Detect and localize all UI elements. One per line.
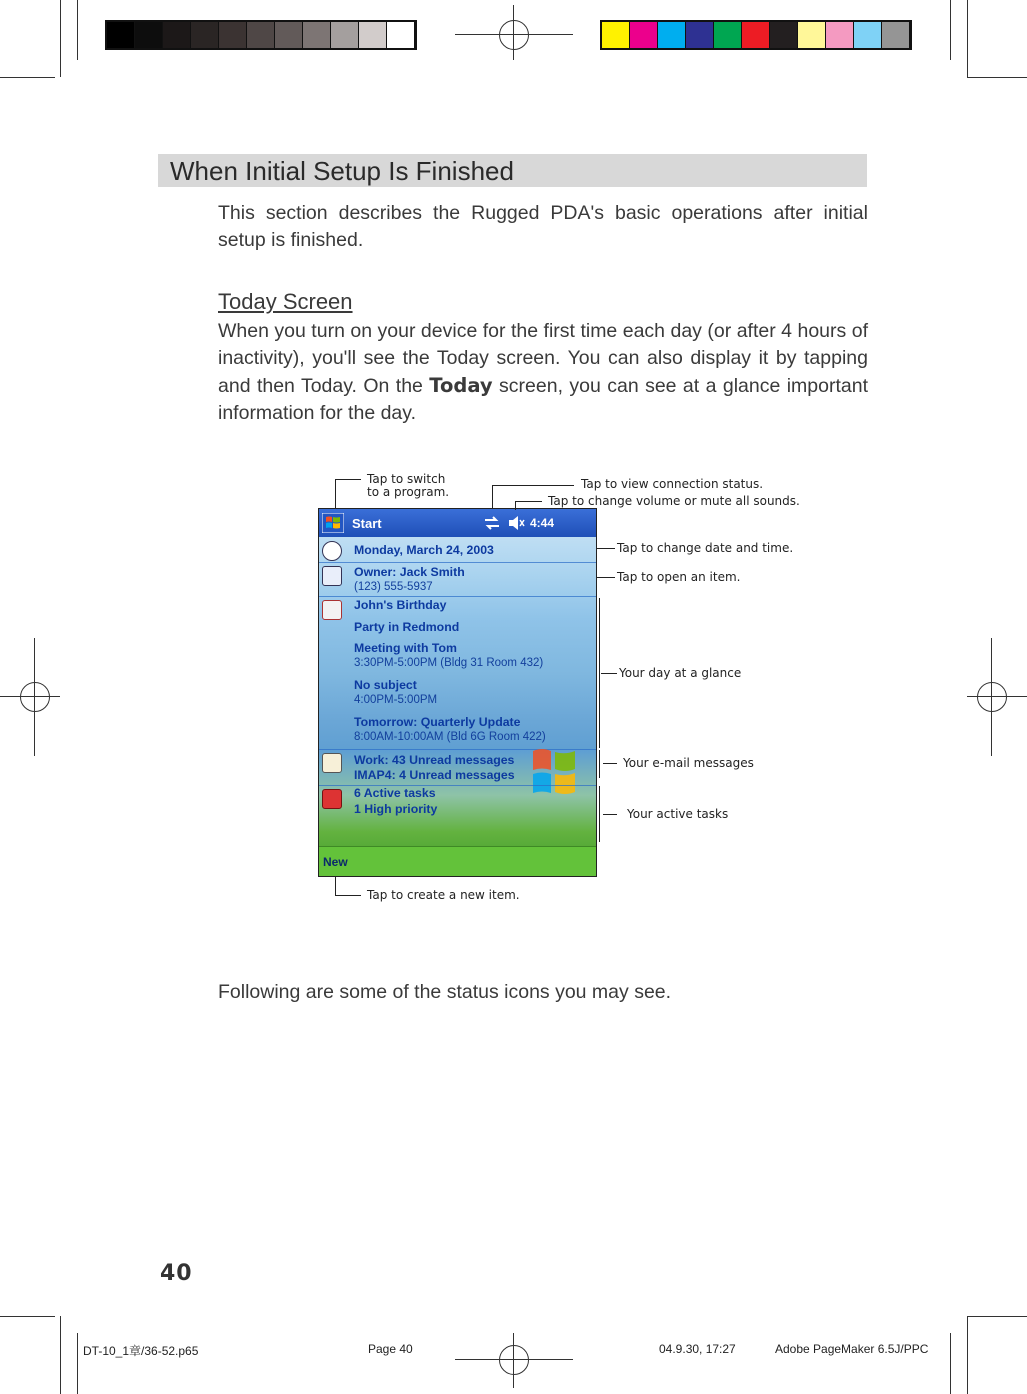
footer-page: Page 40 [368,1342,413,1356]
color-swatch-9 [854,22,882,48]
owner-card-icon[interactable] [322,566,342,586]
mail-item-2[interactable]: IMAP4: 4 Unread messages [354,768,515,782]
color-swatch-8 [826,22,854,48]
gray-swatch-7 [303,22,331,48]
gray-swatch-8 [331,22,359,48]
divider [319,596,596,597]
calendar-item-3-time: 3:30PM-5:00PM (Bldg 31 Room 432) [354,657,544,669]
new-button[interactable]: New [323,855,348,869]
footer-app: Adobe PageMaker 6.5J/PPC [775,1342,929,1356]
callout-switch-2: to a program. [367,485,450,499]
following-paragraph: Following are some of the status icons you may see. [218,981,672,1003]
windows-logo-icon [529,745,579,800]
today-screen-heading: Today Screen [218,289,353,314]
callout-connection: Tap to view connection status. [581,477,764,491]
color-swatch-5 [742,22,770,48]
today-screen-screenshot [318,508,597,877]
gray-swatch-9 [359,22,387,48]
gray-swatch-10 [387,22,415,48]
divider [319,562,596,563]
gray-color-bar [105,20,417,50]
start-bar[interactable] [319,509,596,537]
start-label[interactable]: Start [352,516,382,531]
callout-glance: Your day at a glance [619,666,742,680]
gray-swatch-2 [163,22,191,48]
calendar-item-3[interactable]: Meeting with Tom [354,641,457,655]
color-swatch-1 [630,22,658,48]
owner-item[interactable]: Owner: Jack Smith [354,565,465,579]
color-swatch-2 [658,22,686,48]
today-bold: Today [429,374,493,397]
section-title: When Initial Setup Is Finished [170,156,514,186]
today-para-before: When you turn on your device for the first time each day (or after 4 hours of inactivity), you'll see the Today screen. You can also display it by tapping and then Today. On the [218,320,868,397]
footer-date: 04.9.30, 17:27 [659,1342,736,1356]
calendar-icon[interactable] [322,600,342,620]
tasks-item-2[interactable]: 1 High priority [354,802,438,816]
footer-file: DT-10_1章/36-52.p65 [83,1344,199,1358]
callout-tasks: Your active tasks [627,807,729,821]
color-swatch-7 [798,22,826,48]
gray-swatch-1 [135,22,163,48]
calendar-item-2[interactable]: Party in Redmond [354,620,460,634]
callout-email: Your e-mail messages [623,756,754,770]
color-swatch-4 [714,22,742,48]
today-paragraph [218,318,868,427]
connection-icon[interactable] [483,515,501,531]
page-number: 40 [160,1261,193,1286]
cmyk-color-bar [600,20,912,50]
color-swatch-6 [770,22,798,48]
mail-item-1[interactable]: Work: 43 Unread messages [354,753,515,767]
color-swatch-0 [602,22,630,48]
windows-flag-icon[interactable] [322,513,344,533]
callout-create: Tap to create a new item. [367,888,520,902]
calendar-item-5-time: 8:00AM-10:00AM (Bld 6G Room 422) [354,731,546,743]
tasks-item-1[interactable]: 6 Active tasks [354,786,436,800]
gray-swatch-4 [219,22,247,48]
callout-volume: Tap to change volume or mute all sounds. [548,494,800,508]
callout-date: Tap to change date and time. [617,541,794,555]
gray-swatch-5 [247,22,275,48]
gray-swatch-6 [275,22,303,48]
color-swatch-10 [882,22,910,48]
calendar-item-5[interactable]: Tomorrow: Quarterly Update [354,715,521,729]
mail-icon[interactable] [322,753,342,773]
tasks-icon[interactable] [322,789,342,809]
speaker-icon[interactable] [508,515,526,531]
gray-swatch-0 [107,22,135,48]
date-item[interactable]: Monday, March 24, 2003 [354,543,494,557]
calendar-item-4-time: 4:00PM-5:00PM [354,694,438,706]
color-swatch-3 [686,22,714,48]
today-para-after: screen, you can see at a glance important information for the day. [218,375,868,424]
clock-icon[interactable] [322,541,342,561]
clock[interactable]: 4:44 [530,516,555,530]
callout-open: Tap to open an item. [617,570,741,584]
callout-switch-1: Tap to switch [367,472,446,486]
intro-paragraph: This section describes the Rugged PDA's basic operations after initial setup is finished. [218,202,868,251]
calendar-item-1[interactable]: John's Birthday [354,598,447,612]
command-bar [319,846,596,876]
calendar-item-4[interactable]: No subject [354,678,417,692]
owner-phone: (123) 555-5937 [354,581,433,593]
gray-swatch-3 [191,22,219,48]
